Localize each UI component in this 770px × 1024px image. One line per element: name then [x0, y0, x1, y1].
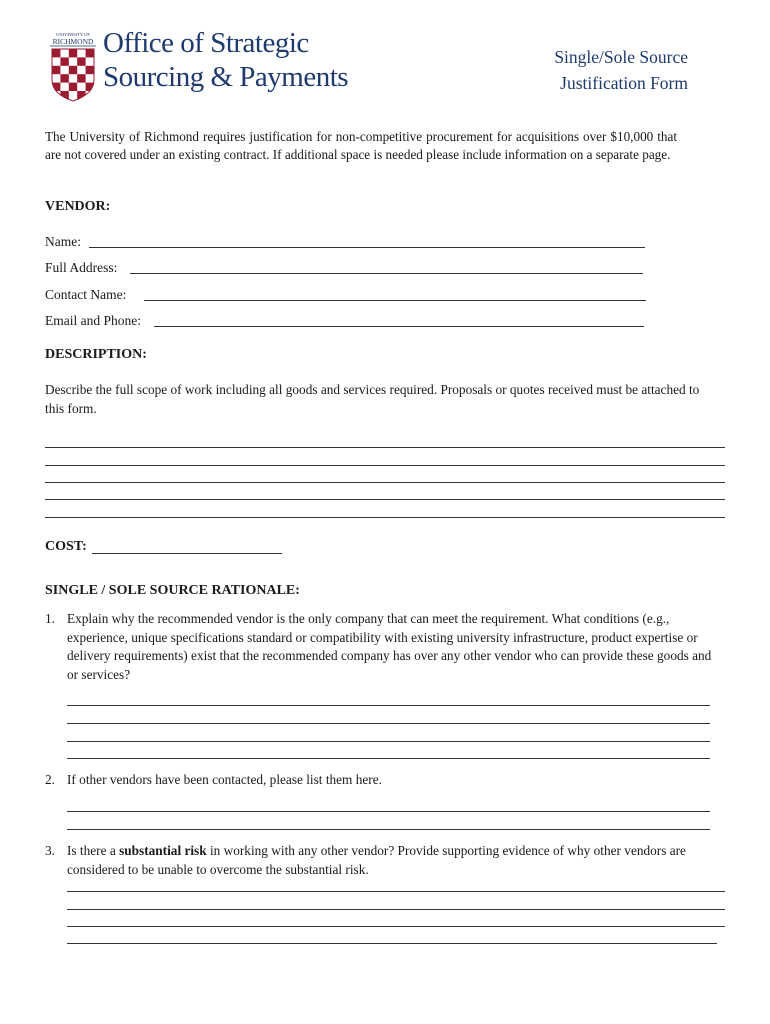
- question-2-line-2[interactable]: [67, 829, 710, 830]
- description-line-5[interactable]: [45, 517, 725, 518]
- question-3-text: [67, 842, 717, 879]
- form-title-line2: Justification Form: [560, 73, 688, 93]
- logo-university-text: UNIVERSITY OF: [56, 32, 90, 37]
- vendor-contact-label: Contact Name:: [45, 287, 127, 302]
- question-1-line-3[interactable]: [67, 741, 710, 742]
- question-3-text-post: in working with any other vendor? Provide supporting evidence of why other vendors are considered to be unable to overcome the substantial risk.: [67, 843, 686, 877]
- vendor-contact-field[interactable]: [144, 285, 646, 301]
- description-line-3[interactable]: [45, 482, 725, 483]
- rationale-heading: SINGLE / SOLE SOURCE RATIONALE:: [45, 583, 300, 598]
- vendor-email-phone-label: Email and Phone:: [45, 313, 141, 328]
- question-3-line-1[interactable]: [67, 891, 725, 892]
- intro-paragraph: The University of Richmond requires justification for non-competitive procurement for acquisitions over $10,000 that are not covered under an existing contract. If additional space is needed please include information on a separate page.: [45, 129, 677, 162]
- description-line-1[interactable]: [45, 447, 725, 448]
- office-name-line1: Office of Strategic: [103, 27, 309, 59]
- question-3-line-2[interactable]: [67, 909, 725, 910]
- university-shield-logo: [48, 30, 98, 102]
- description-instructions: Describe the full scope of work including all goods and services required. Proposals or quotes received must be attached to this form.: [45, 382, 700, 416]
- question-1-number: 1.: [45, 611, 55, 626]
- question-3-text-pre: Is there a: [67, 843, 120, 858]
- cost-label: COST:: [45, 539, 87, 554]
- form-title-line1: Single/Sole Source: [554, 47, 688, 67]
- office-name: [103, 26, 348, 94]
- description-line-2[interactable]: [45, 465, 725, 466]
- question-3-emphasis: substantial risk: [119, 843, 207, 858]
- question-2-line-1[interactable]: [67, 811, 710, 812]
- logo-richmond-text: RICHMOND: [52, 37, 94, 46]
- question-3-line-3[interactable]: [67, 926, 725, 927]
- question-2-text: If other vendors have been contacted, please list them here.: [67, 772, 382, 787]
- vendor-email-phone-field[interactable]: [154, 311, 644, 327]
- form-title: [488, 44, 688, 96]
- vendor-name-label: Name:: [45, 234, 81, 249]
- vendor-heading: VENDOR:: [45, 199, 111, 214]
- description-line-4[interactable]: [45, 499, 725, 500]
- question-1-line-2[interactable]: [67, 723, 710, 724]
- question-3-number: 3.: [45, 843, 55, 858]
- vendor-address-label: Full Address:: [45, 260, 118, 275]
- vendor-name-field[interactable]: [89, 232, 645, 248]
- description-heading: DESCRIPTION:: [45, 347, 147, 362]
- cost-field[interactable]: [92, 538, 282, 554]
- question-1-line-4[interactable]: [67, 758, 710, 759]
- question-2-number: 2.: [45, 772, 55, 787]
- question-1-line-1[interactable]: [67, 705, 710, 706]
- question-3-line-4[interactable]: [67, 943, 717, 944]
- vendor-address-field[interactable]: [130, 258, 643, 274]
- office-name-line2: Sourcing & Payments: [103, 61, 349, 93]
- question-1-text: Explain why the recommended vendor is the only company that can meet the requirement. What conditions (e.g., experience, unique specifications standard or compatibility with existing university infrastructure, product expertise or delivery requirements) exist that the recommended company has over any other vendor who can provide these goods and or services?: [67, 611, 712, 682]
